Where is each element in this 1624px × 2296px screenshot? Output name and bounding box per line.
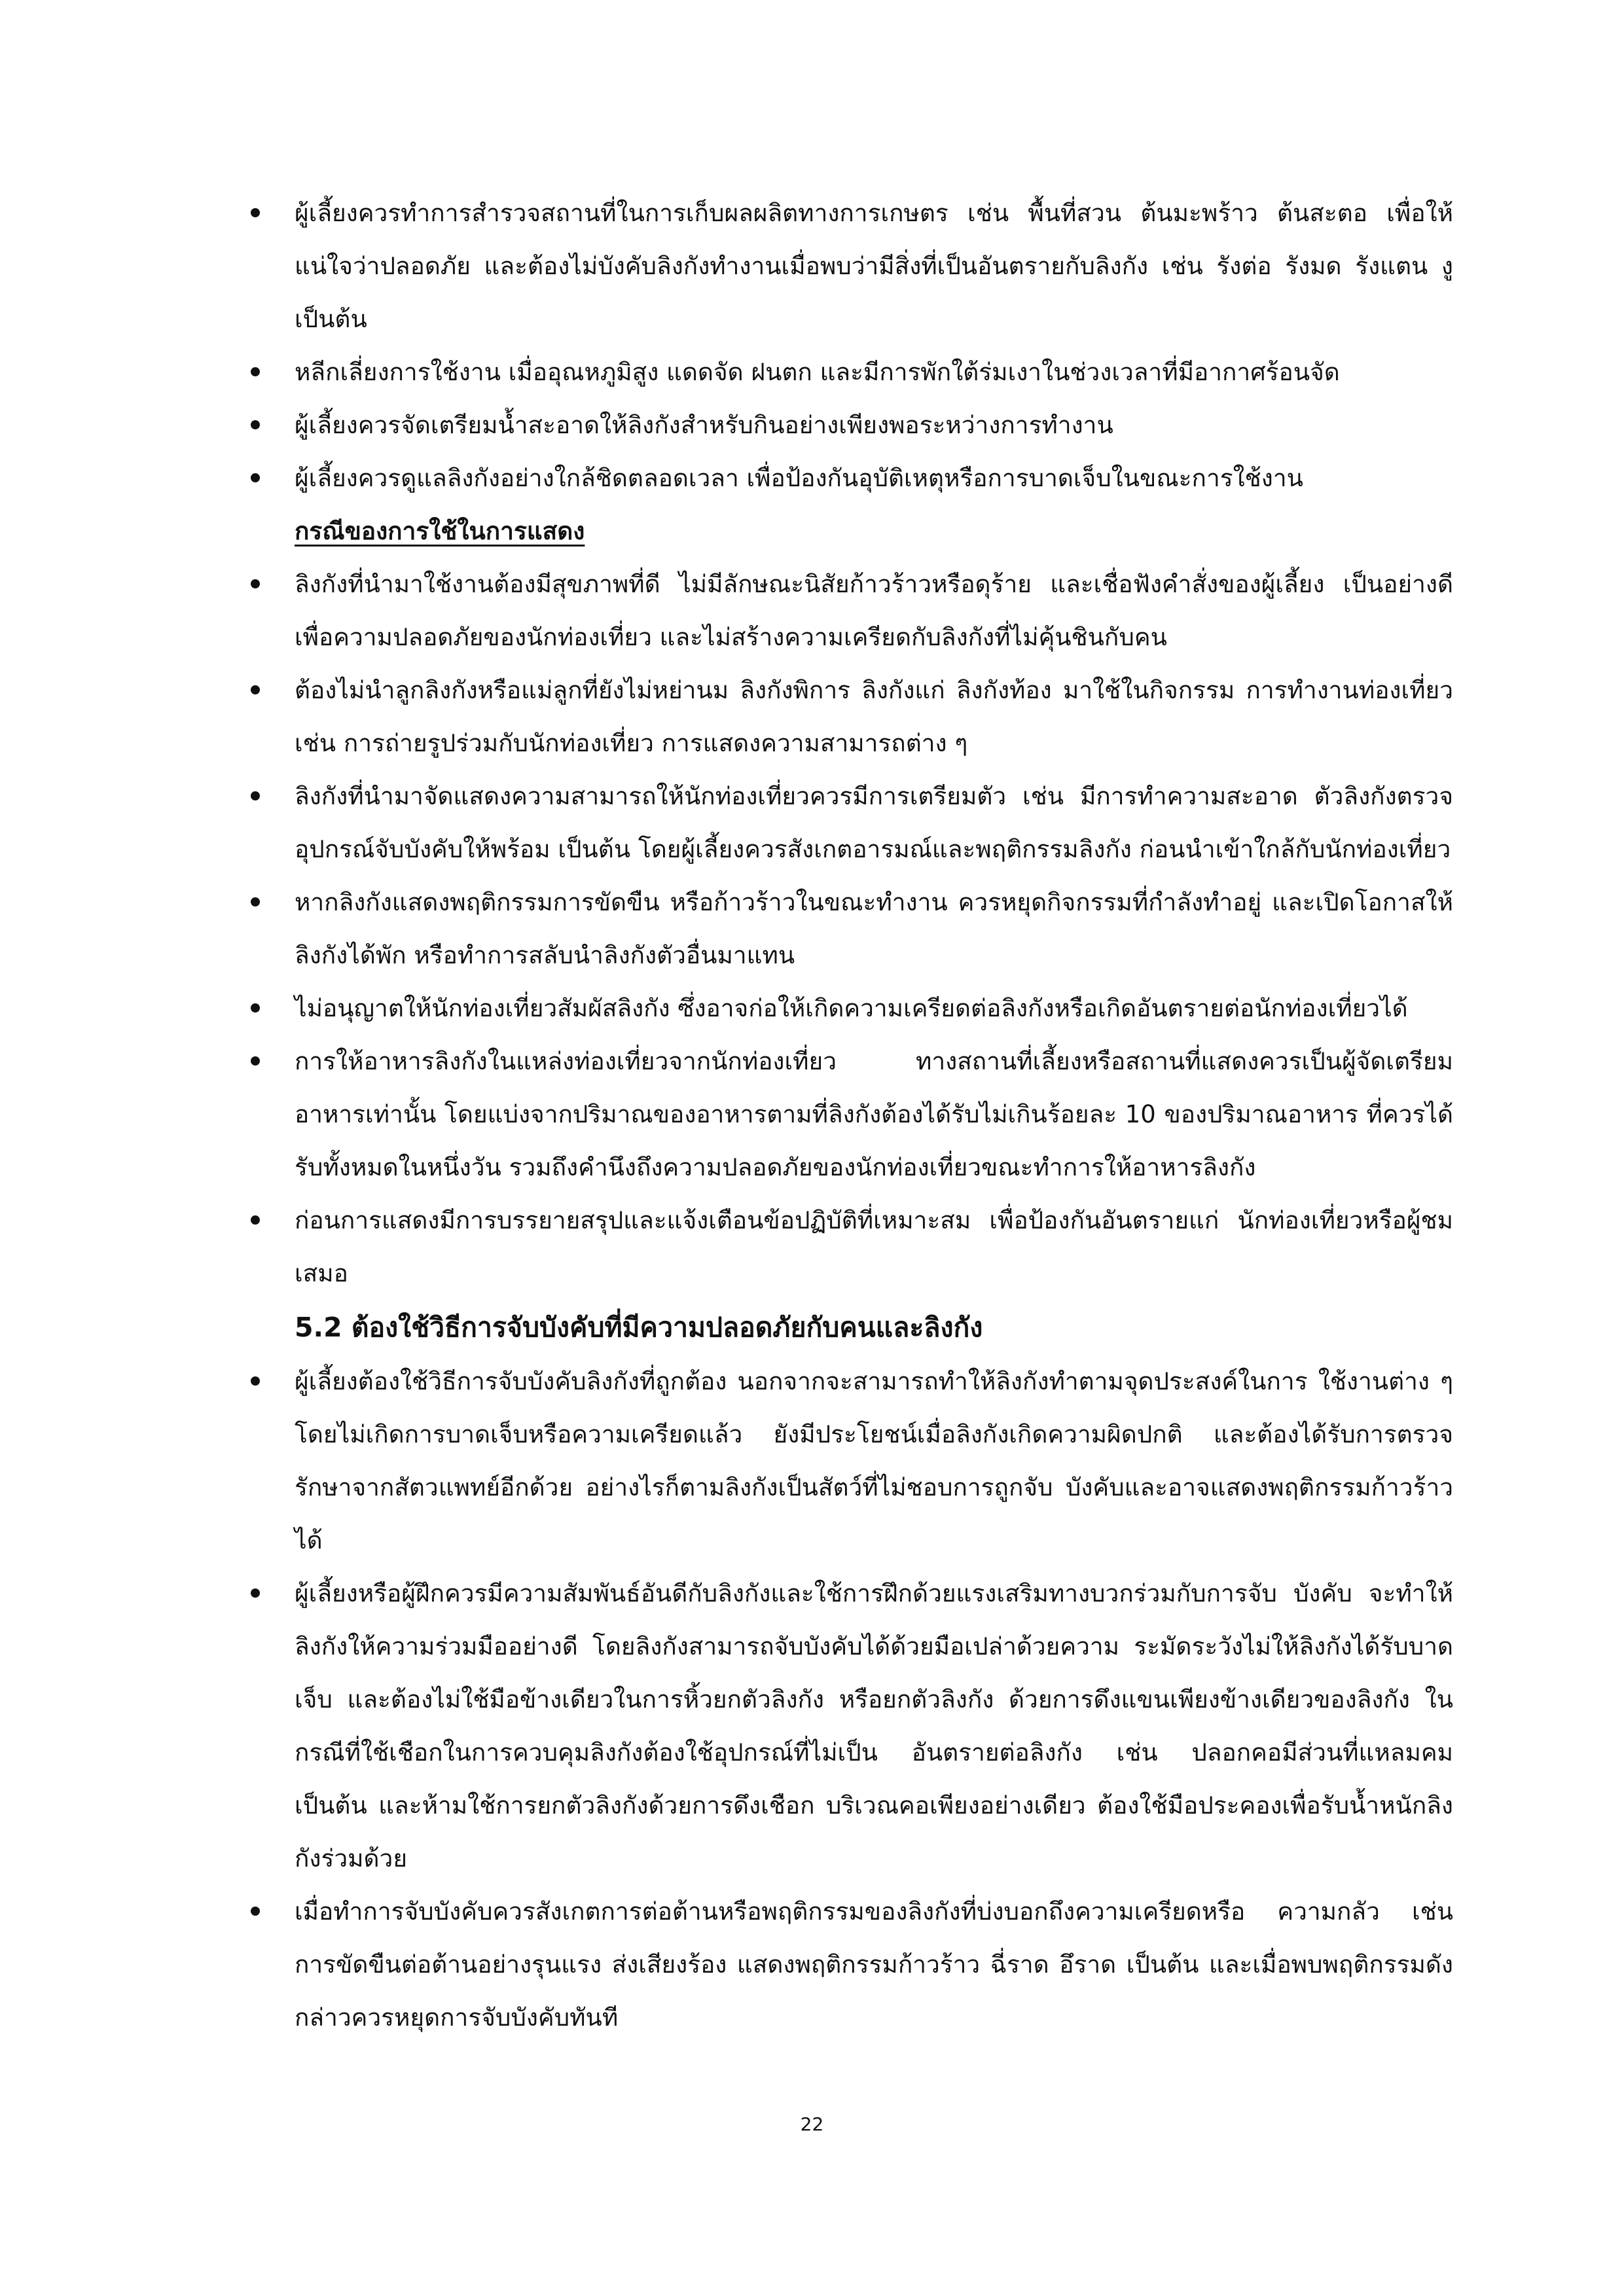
bullet-item: หากลิงกังแสดงพฤติกรรมการขัดขืน หรือก้าวร้าวในขณะทำงาน ควรหยุดกิจกรรมที่กำลังทำอยู่ และเปิดโอกาสให้ลิงกังได้พัก หรือทำการสลับนำลิงกังตัวอื่นมาแทน	[249, 876, 1453, 982]
bullet-item: ลิงกังที่นำมาจัดแสดงความสามารถให้นักท่องเที่ยวควรมีการเตรียมตัว เช่น มีการทำความสะอาด ตัวลิงกังตรวจอุปกรณ์จับบังคับให้พร้อม เป็นต้น โดยผู้เลี้ยงควรสังเกตอารมณ์และพฤติกรรมลิงกัง ก่อนนำเข้าใกล้กับนักท่องเที่ยว	[249, 770, 1453, 876]
bullet-item: ผู้เลี้ยงควรดูแลลิงกังอย่างใกล้ชิดตลอดเวลา เพื่อป้องกันอุบัติเหตุหรือการบาดเจ็บในขณะการใช้งาน	[249, 452, 1453, 505]
bullet-item: ผู้เลี้ยงต้องใช้วิธีการจับบังคับลิงกังที่ถูกต้อง นอกจากจะสามารถทำให้ลิงกังทำตามจุดประสงค์ในการ ใช้งานต่าง ๆ โดยไม่เกิดการบาดเจ็บหรือความเครียดแล้ว ยังมีประโยชน์เมื่อลิงกังเกิดความผิดปกติ และต้องได้รับการตรวจรักษาจากสัตวแพทย์อีกด้วย อย่างไรก็ตามลิงกังเป็นสัตว์ที่ไม่ชอบการถูกจับ บังคับและอาจแสดงพฤติกรรมก้าวร้าวได้	[249, 1355, 1453, 1567]
bullet-item: ลิงกังที่นำมาใช้งานต้องมีสุขภาพที่ดี ไม่มีลักษณะนิสัยก้าวร้าวหรือดุร้าย และเชื่อฟังคำสั่งของผู้เลี้ยง เป็นอย่างดี เพื่อความปลอดภัยของนักท่องเที่ยว และไม่สร้างความเครียดกับลิงกังที่ไม่คุ้นชินกับคน	[249, 558, 1453, 664]
section-heading-5-2: 5.2 ต้องใช้วิธีการจับบังคับที่มีความปลอดภัยกับคนและลิงกัง	[295, 1312, 983, 1343]
bullet-item: ก่อนการแสดงมีการบรรยายสรุปและแจ้งเตือนข้อปฏิบัติที่เหมาะสม เพื่อป้องกันอันตรายแก่ นักท่องเที่ยวหรือผู้ชมเสมอ	[249, 1194, 1453, 1300]
bullet-item: ต้องไม่นำลูกลิงกังหรือแม่ลูกที่ยังไม่หย่านม ลิงกังพิการ ลิงกังแก่ ลิงกังท้อง มาใช้ในกิจกรรม การทำงานท่องเที่ยว เช่น การถ่ายรูปร่วมกับนักท่องเที่ยว การแสดงความสามารถต่าง ๆ	[249, 664, 1453, 770]
bullet-list-show-use	[249, 558, 1453, 1300]
page-number: 22	[800, 2113, 824, 2135]
bullet-list-work-safety	[249, 187, 1453, 505]
subheading-show-use: กรณีของการใช้ในการแสดง	[295, 517, 585, 545]
bullet-item: ไม่อนุญาตให้นักท่องเที่ยวสัมผัสลิงกัง ซึ่งอาจก่อให้เกิดความเครียดต่อลิงกังหรือเกิดอันตรายต่อนักท่องเที่ยวได้	[249, 982, 1453, 1035]
bullet-item: เมื่อทำการจับบังคับควรสังเกตการต่อต้านหรือพฤติกรรมของลิงกังที่บ่งบอกถึงความเครียดหรือ ความกลัว เช่น การขัดขืนต่อต้านอย่างรุนแรง ส่งเสียงร้อง แสดงพฤติกรรมก้าวร้าว ฉี่ราด อึราด เป็นต้น และเมื่อพบพฤติกรรมดังกล่าวควรหยุดการจับบังคับทันที	[249, 1885, 1453, 2044]
bullet-list-restraint	[249, 1355, 1453, 2044]
bullet-item: ผู้เลี้ยงหรือผู้ฝึกควรมีความสัมพันธ์อันดีกับลิงกังและใช้การฝึกด้วยแรงเสริมทางบวกร่วมกับการจับ บังคับ จะทำให้ลิงกังให้ความร่วมมืออย่างดี โดยลิงกังสามารถจับบังคับได้ด้วยมือเปล่าด้วยความ ระมัดระวังไม่ให้ลิงกังได้รับบาดเจ็บ และต้องไม่ใช้มือข้างเดียวในการหิ้วยกตัวลิงกัง หรือยกตัวลิงกัง ด้วยการดึงแขนเพียงข้างเดียวของลิงกัง ในกรณีที่ใช้เชือกในการควบคุมลิงกังต้องใช้อุปกรณ์ที่ไม่เป็น อันตรายต่อลิงกัง เช่น ปลอกคอมีส่วนที่แหลมคม เป็นต้น และห้ามใช้การยกตัวลิงกังด้วยการดึงเชือก บริเวณคอเพียงอย่างเดียว ต้องใช้มือประคองเพื่อรับน้ำหนักลิงกังร่วมด้วย	[249, 1567, 1453, 1885]
page-content	[249, 187, 1453, 2044]
bullet-item: ผู้เลี้ยงควรทำการสำรวจสถานที่ในการเก็บผลผลิตทางการเกษตร เช่น พื้นที่สวน ต้นมะพร้าว ต้นสะตอ เพื่อให้แน่ใจว่าปลอดภัย และต้องไม่บังคับลิงกังทำงานเมื่อพบว่ามีสิ่งที่เป็นอันตรายกับลิงกัง เช่น รังต่อ รังมด รังแตน งู เป็นต้น	[249, 187, 1453, 346]
bullet-item: ผู้เลี้ยงควรจัดเตรียมน้ำสะอาดให้ลิงกังสำหรับกินอย่างเพียงพอระหว่างการทำงาน	[249, 399, 1453, 452]
bullet-item: การให้อาหารลิงกังในแหล่งท่องเที่ยวจากนักท่องเที่ยว ทางสถานที่เลี้ยงหรือสถานที่แสดงควรเป็นผู้จัดเตรียม อาหารเท่านั้น โดยแบ่งจากปริมาณของอาหารตามที่ลิงกังต้องได้รับไม่เกินร้อยละ 10 ของปริมาณอาหาร ที่ควรได้รับทั้งหมดในหนึ่งวัน รวมถึงคำนึงถึงความปลอดภัยของนักท่องเที่ยวขณะทำการให้อาหารลิงกัง	[249, 1035, 1453, 1194]
bullet-item: หลีกเลี่ยงการใช้งาน เมื่ออุณหภูมิสูง แดดจัด ฝนตก และมีการพักใต้ร่มเงาในช่วงเวลาที่มีอากาศร้อนจัด	[249, 346, 1453, 399]
